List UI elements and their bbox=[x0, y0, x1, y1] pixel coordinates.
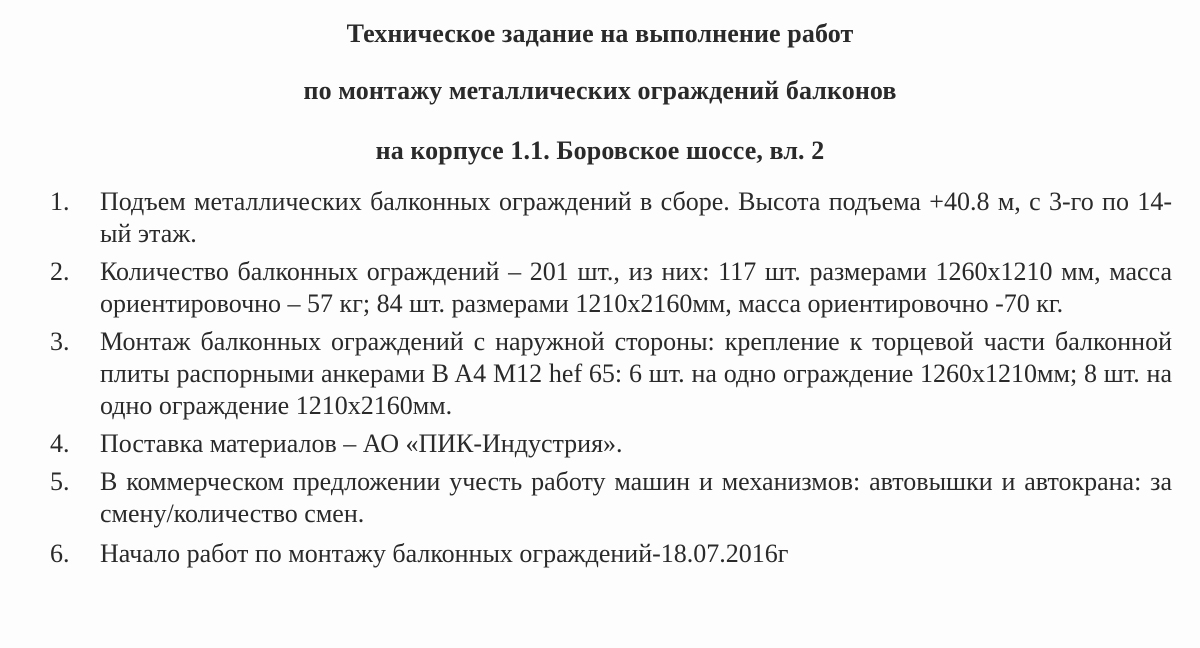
list-item bbox=[0, 538, 1200, 570]
list-item-number: 5. bbox=[50, 467, 70, 496]
list-item bbox=[0, 256, 1200, 320]
list-item-text: В коммерческом предложении учесть работу машин и механизмов: автовышки и автокрана: за смену/количество смен. bbox=[100, 467, 1172, 528]
list-item bbox=[0, 466, 1200, 530]
list-item-text: Начало работ по монтажу балконных ограждений-18.07.2016г bbox=[100, 539, 789, 568]
document-title-line-1: Техническое задание на выполнение работ bbox=[346, 19, 854, 48]
list-item-text: Поставка материалов – АО «ПИК-Индустрия». bbox=[100, 429, 623, 458]
list-item bbox=[0, 186, 1200, 250]
list-item-text: Подъем металлических балконных ограждений в сборе. Высота подъема +40.8 м, с 3-го по 14-ый этаж. bbox=[100, 187, 1172, 248]
requirements-list bbox=[0, 186, 1200, 570]
list-item-text: Количество балконных ограждений – 201 шт., из них: 117 шт. размерами 1260х1210 мм, масса ориентировочно – 57 кг; 84 шт. размерами 1210х2160мм, масса ориентировочно -70 кг. bbox=[100, 257, 1172, 318]
list-item-text: Монтаж балконных ограждений с наружной стороны: крепление к торцевой части балконной плиты распорными анкерами B A4 M12 hef 65: 6 шт. на одно ограждение 1260х1210мм; 8 шт. на одно ограждение 1210х2160мм. bbox=[100, 327, 1172, 420]
list-item-number: 1. bbox=[50, 187, 70, 216]
list-item-number: 4. bbox=[50, 429, 70, 458]
document-title-line-3: на корпусе 1.1. Боровское шоссе, вл. 2 bbox=[375, 136, 825, 165]
list-item-number: 2. bbox=[50, 257, 70, 286]
list-item bbox=[0, 428, 1200, 460]
list-item-number: 3. bbox=[50, 327, 70, 356]
list-item bbox=[0, 326, 1200, 422]
document-title-line-2: по монтажу металлических ограждений балконов bbox=[303, 76, 897, 105]
list-item-number: 6. bbox=[50, 539, 70, 568]
